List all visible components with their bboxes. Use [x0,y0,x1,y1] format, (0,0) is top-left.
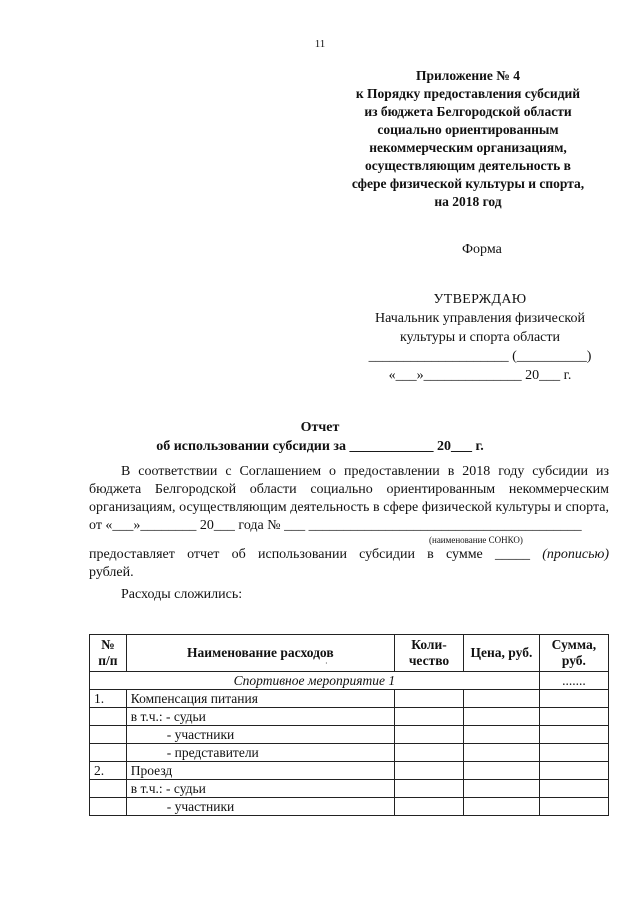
sum-paragraph [89,546,609,564]
row-sum [539,780,608,798]
expenses-line: Расходы сложились: [121,587,243,602]
approval-position-2: культуры и спорта области [400,330,560,345]
table-row [90,780,609,798]
report-title: Отчет [300,420,340,435]
row-qty [394,726,463,744]
main-paragraph: В соответствии с Соглашением о предоставлении в 2018 году субсидии из бюджета Белгородской области социально ориентированным некоммерческим организациям, осуществляющим деятельность в сфере физической культуры и спорта, от «___»________ 20___ года № ___ _______________________________________ [89,464,609,533]
row-num [90,726,127,744]
row-sum [539,690,608,708]
expenses-table [89,634,609,816]
row-sum [539,762,608,780]
appendix-line: социально ориентированным [377,122,559,137]
appendix-line: осуществляющим деятельность в [365,158,571,173]
header-qty: Коли-чество [394,635,463,672]
sum-in-words-hint: (прописью) [542,547,610,562]
sonko-name-caption: (наименование СОНКО) [429,535,523,545]
row-qty [394,762,463,780]
row-qty [394,798,463,816]
row-sum [539,726,608,744]
section-sum: ....... [539,672,608,690]
row-name: в т.ч.: - судьи [126,708,394,726]
approval-date-line: «___»______________ 20___ г. [388,368,572,383]
appendix-line: сфере физической культуры и спорта, [351,176,585,191]
row-name: Проезд [126,762,394,780]
appendix-line: Приложение № 4 [416,68,520,83]
row-qty [394,708,463,726]
section-row [90,672,609,690]
row-price [464,798,540,816]
row-num [90,708,127,726]
table-row [90,744,609,762]
form-label: Форма [462,242,502,257]
approval-position-1: Начальник управления физической [374,311,586,326]
row-sum [539,798,608,816]
report-body [89,463,609,604]
header-num: № п/п [90,635,127,672]
row-num: 2. [90,762,127,780]
report-subtitle: об использовании субсидии за ____________ 20___ г. [156,439,484,454]
row-num: 1. [90,690,127,708]
report-heading [0,418,640,456]
row-price [464,726,540,744]
table-row [90,798,609,816]
row-price [464,690,540,708]
row-price [464,708,540,726]
row-qty [394,744,463,762]
row-price [464,780,540,798]
appendix-line: из бюджета Белгородской области [364,104,572,119]
row-name: - представители [126,744,394,762]
approval-signature-line: ____________________ (__________) [368,349,592,364]
row-num [90,744,127,762]
row-name: - участники [126,726,394,744]
row-num [90,780,127,798]
stray-mark: · [325,659,328,668]
row-name: - участники [126,798,394,816]
row-qty [394,780,463,798]
row-price [464,744,540,762]
approval-block [340,290,620,385]
appendix-line: некоммерческим организациям, [369,140,567,155]
page-number: 11 [314,38,326,50]
sum-prefix: предоставляет отчет об использовании субсидии в сумме _____ [89,547,530,562]
appendix-line: к Порядку предоставления субсидий [355,86,581,101]
row-price [464,762,540,780]
header-name: Наименование расходов [126,635,394,672]
row-sum [539,708,608,726]
section-title: Спортивное мероприятие 1 [90,672,540,690]
table-row [90,762,609,780]
appendix-header [300,67,636,211]
row-name: Компенсация питания [126,690,394,708]
row-sum [539,744,608,762]
table-row [90,708,609,726]
sum-suffix: рублей. [89,565,134,580]
appendix-line: на 2018 год [434,194,502,209]
row-name: в т.ч.: - судьи [126,780,394,798]
header-price: Цена, руб. [464,635,540,672]
table-header-row [90,635,609,672]
header-sum: Сумма, руб. [539,635,608,672]
table-row [90,726,609,744]
row-qty [394,690,463,708]
table-row [90,690,609,708]
row-num [90,798,127,816]
approval-title: УТВЕРЖДАЮ [433,292,527,307]
